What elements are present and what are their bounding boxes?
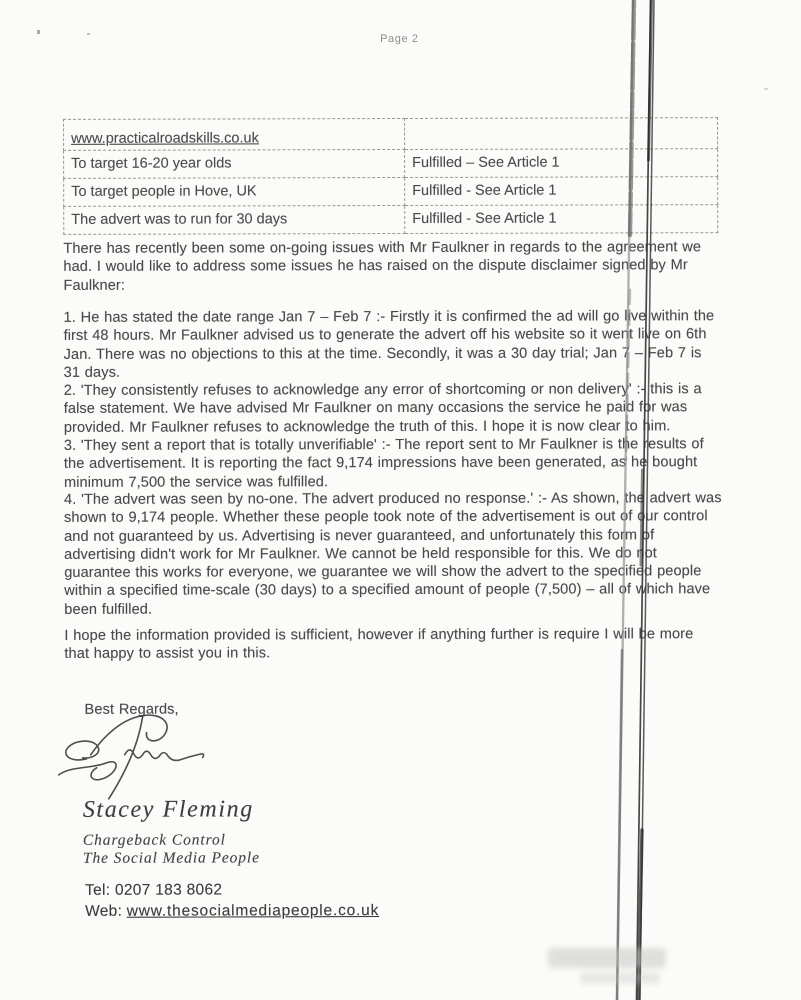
web-label: Web: <box>85 902 123 920</box>
agreement-terms-table <box>63 117 718 235</box>
website-url-text: www.thesocialmediapeople.co.uk <box>126 902 380 920</box>
scan-speck <box>37 30 40 34</box>
table-row <box>64 205 718 235</box>
scan-smudge <box>580 972 660 984</box>
dispute-point-2: 2. 'They consistently refuses to acknowledge any error of shortcoming or non delivery' :- this is a false statement. We have advised Mr Faulkner on many occasions the service he paid for was provided. Mr Faulkner refuses to acknowledge the truth of this. I hope it is now clear to him. <box>63 381 702 436</box>
table-row <box>64 177 718 207</box>
dispute-point-3: 3. 'They sent a report that is totally unverifiable' :- The report sent to Mr Faulkner is the results of the advertisement. It is reporting the fact 9,174 impressions have been generated, as he bought minimum 7,500 the service was fulfilled. <box>63 436 704 491</box>
telephone-line <box>85 881 222 899</box>
website-line <box>85 902 379 921</box>
sender-title: Chargeback Control <box>82 831 226 849</box>
handwritten-signature <box>57 710 257 803</box>
table-row <box>64 149 718 179</box>
page-number: Page 2 <box>380 32 419 46</box>
dispute-point-1: 1. He has stated the date range Jan 7 – Feb 7 :- Firstly it is confirmed the ad will go live within the first 48 hours. Mr Faulkner advised us to generate the advert off his website so it went live on 6th Jan. There was no objections to this at the time. Secondly, it was a 30 day trial; Jan 7 – Feb 7 is 31 days. <box>63 308 715 381</box>
closing-paragraph: I hope the information provided is sufficient, however if anything further is require I will be more that happy to assist you in this. <box>64 626 694 663</box>
table-cell-term: To target 16-20 year olds <box>64 149 405 178</box>
sender-name: Stacey Fleming <box>82 796 254 823</box>
table-row <box>64 118 718 151</box>
table-cell-status: Fulfilled - See Article 1 <box>405 205 718 234</box>
scan-smudge <box>548 948 666 968</box>
sign-off: Best Regards, <box>84 701 179 718</box>
table-cell-term: The advert was to run for 30 days <box>64 205 405 234</box>
dispute-point-4: 4. 'The advert was seen by no-one. The advert produced no response.' :- As shown, the advert was shown to 9,174 people. Whether these people took note of the advertisement is out of our control and not guaranteed by us. Advertising is never guaranteed, and unfortunately this form of advertising didn't work for Mr Faulkner. We cannot be held responsible for this. We do not guarantee this works for everyone, we guarantee we will show the advert to the specified people within a specified time-scale (30 days) to a specified amount of people (7,500) – all of which have been fulfilled. <box>63 490 722 618</box>
table-cell-status <box>405 118 718 150</box>
table-cell-status: Fulfilled - See Article 1 <box>405 177 718 206</box>
table-cell-term <box>64 118 405 150</box>
sender-company: The Social Media People <box>82 849 260 867</box>
tel-number: 0207 183 8062 <box>114 881 223 899</box>
scan-speck <box>87 33 90 35</box>
table-cell-term: To target people in Hove, UK <box>64 177 405 206</box>
scan-speck <box>764 88 768 90</box>
tel-label: Tel: <box>84 881 111 899</box>
intro-paragraph: There has recently been some on-going issues with Mr Faulkner in regards to the agreement we had. I would like to address some issues he has raised on the dispute disclaimer signed by Mr Faulkner: <box>63 239 702 294</box>
advertiser-url-text: www.practicalroadskills.co.uk <box>71 130 259 147</box>
table-cell-status: Fulfilled – See Article 1 <box>405 149 718 178</box>
